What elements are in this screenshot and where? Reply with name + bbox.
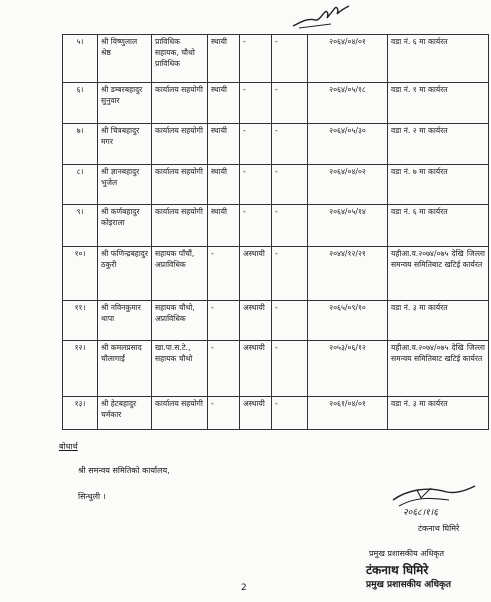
row-serial: ११।	[63, 301, 98, 341]
table-row	[63, 165, 489, 205]
row-name: श्री चित्रबहादुर मगर	[98, 124, 152, 165]
row-temporary: -	[240, 83, 272, 124]
stamp-title: प्रमुख प्रशासकीय अधिकृत	[366, 580, 452, 590]
row-remark: वडा नं. ६ मा कार्यरत	[388, 205, 489, 247]
row-name: श्री फणिन्द्रबहादुर ठकुरी	[98, 247, 152, 301]
row-serial: ९।	[63, 205, 98, 247]
row-permanent: स्थायी	[208, 35, 240, 83]
page-number: 2	[241, 583, 247, 593]
row-permanent: स्थायी	[208, 205, 240, 247]
row-date: २०४४/१२/२१	[308, 247, 388, 301]
staff-table	[62, 34, 489, 430]
row-extra: -	[272, 165, 308, 205]
row-remark: वडा नं. २ मा कार्यरत	[388, 124, 489, 165]
table-row	[63, 247, 489, 301]
row-serial: १२।	[63, 341, 98, 397]
row-temporary: अस्थायी	[240, 397, 272, 430]
row-remark: यहीआ.व.२०७४/०७५ देखि जिल्ला समन्वय समितिबाट खटिई कार्यरत	[388, 341, 489, 397]
row-serial: ५।	[63, 35, 98, 83]
row-date: २०६१/०४/०१	[308, 397, 388, 430]
row-permanent: -	[208, 397, 240, 430]
table-row	[63, 35, 489, 83]
table-row	[63, 124, 489, 165]
row-serial: १०।	[63, 247, 98, 301]
row-extra: -	[272, 301, 308, 341]
table-row	[63, 205, 489, 247]
row-extra: -	[272, 124, 308, 165]
bodhartha-heading: बोधार्थ	[59, 442, 78, 451]
signer-designation: प्रमुख प्रशासकीय अधिकृत	[369, 549, 445, 558]
row-permanent: स्थायी	[208, 165, 240, 205]
row-extra: -	[272, 35, 308, 83]
table-row	[63, 341, 489, 397]
table-row	[63, 397, 489, 430]
row-temporary: अस्थायी	[240, 247, 272, 301]
row-extra: -	[272, 341, 308, 397]
row-post: खा.पा.स.टे., सहायक चौथो	[152, 341, 208, 397]
row-post: सहायक पाँचौं, अप्राविधिक	[152, 247, 208, 301]
row-temporary: -	[240, 35, 272, 83]
row-remark: वडा नं. ३ मा कार्यरत	[388, 397, 489, 430]
stamp-name: टंकनाथ घिमिरे	[366, 563, 429, 577]
row-permanent: -	[208, 341, 240, 397]
cc-office-line: श्री समन्वय समितिको कार्यालय,	[78, 466, 170, 475]
row-date: २०६४/०४/०१	[308, 35, 388, 83]
row-permanent: स्थायी	[208, 124, 240, 165]
row-extra: -	[272, 205, 308, 247]
row-remark: वडा नं. १ मा कार्यरत	[388, 83, 489, 124]
row-name: श्री नविनकुमार थापा	[98, 301, 152, 341]
row-serial: ७।	[63, 124, 98, 165]
row-post: कार्यालय सहयोगी	[152, 397, 208, 430]
signer-name: टंकनाथ घिमिरे	[418, 524, 460, 533]
row-name: श्री विष्णुलाल श्रेष्ठ	[98, 35, 152, 83]
row-post: कार्यालय सहयोगी	[152, 83, 208, 124]
row-name: श्री हेटबहादुर चर्मकार	[98, 397, 152, 430]
row-date: २०६४/०५/३०	[308, 124, 388, 165]
row-serial: ६।	[63, 83, 98, 124]
row-date: २०६४/०५/१४	[308, 205, 388, 247]
row-temporary: अस्थायी	[240, 341, 272, 397]
row-remark: वडा नं. ६ मा कार्यरत	[388, 35, 489, 83]
row-post: कार्यालय सहयोगी	[152, 124, 208, 165]
row-name: श्री कमलप्रसाद चौलागाईं	[98, 341, 152, 397]
row-date: २०६५/०९/१०	[308, 301, 388, 341]
signature-date: २०६८।१।६	[403, 508, 438, 518]
row-serial: १३।	[63, 397, 98, 430]
row-remark: यहीआ.व.२०७४/०७५ देखि जिल्ला समन्वय समितिबाट खटिई कार्यरत	[388, 247, 489, 301]
row-name: श्री ज्ञानबहादुर भुजेल	[98, 165, 152, 205]
cc-district-line: सिन्धुली ।	[78, 492, 106, 501]
row-temporary: अस्थायी	[240, 301, 272, 341]
top-signature-scribble	[291, 4, 353, 30]
row-permanent: स्थायी	[208, 83, 240, 124]
table-row	[63, 301, 489, 341]
row-extra: -	[272, 83, 308, 124]
row-post: प्राविधिक सहायक, चौथो प्राविधिक	[152, 35, 208, 83]
row-date: २०६४/०५/१८	[308, 83, 388, 124]
row-remark: वडा नं. ३ मा कार्यरत	[388, 301, 489, 341]
row-remark: वडा नं. ७ मा कार्यरत	[388, 165, 489, 205]
row-serial: ८।	[63, 165, 98, 205]
row-date: २०६४/०४/०२	[308, 165, 388, 205]
row-name: श्री डम्बरबहादुर सुनुवार	[98, 83, 152, 124]
table-row	[63, 83, 489, 124]
row-permanent: -	[208, 301, 240, 341]
row-permanent: -	[208, 247, 240, 301]
row-post: कार्यालय सहयोगी	[152, 205, 208, 247]
row-extra: -	[272, 397, 308, 430]
row-temporary: -	[240, 124, 272, 165]
row-post: कार्यालय सहयोगी	[152, 165, 208, 205]
row-post: सहायक चौथो, अप्राविधिक	[152, 301, 208, 341]
row-extra: -	[272, 247, 308, 301]
row-name: श्री कर्णबहादुर कोइराला	[98, 205, 152, 247]
row-temporary: -	[240, 205, 272, 247]
row-temporary: -	[240, 165, 272, 205]
row-date: २०५३/०६/१२	[308, 341, 388, 397]
